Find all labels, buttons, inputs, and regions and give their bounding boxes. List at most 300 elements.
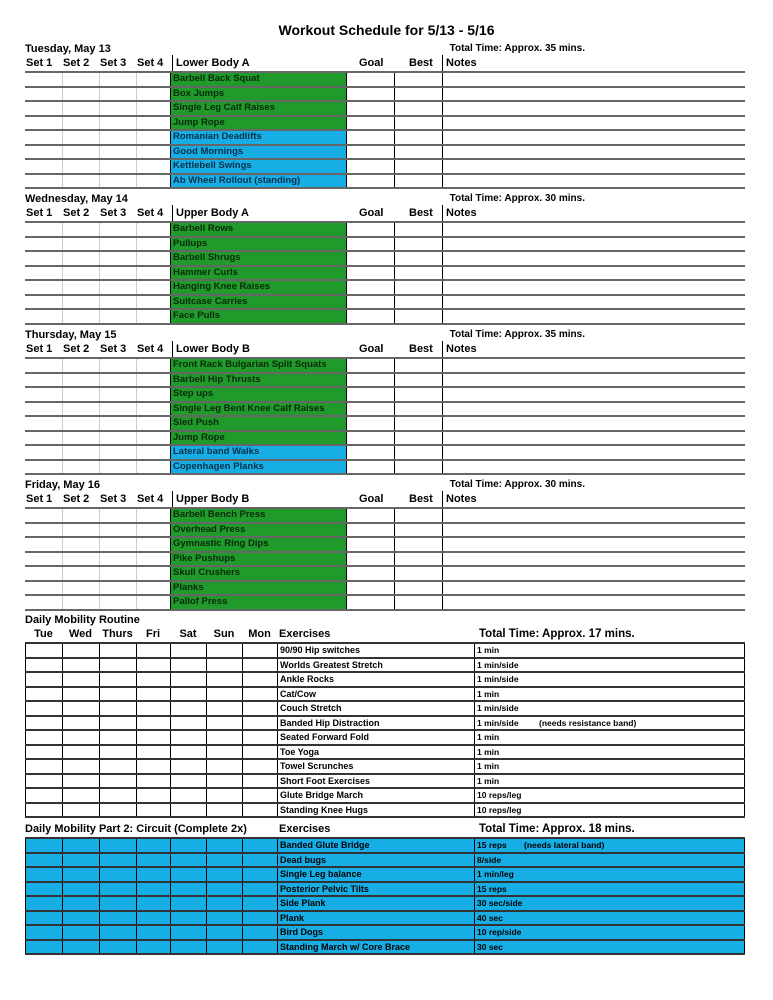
- day-checkbox-cell[interactable]: [242, 688, 277, 701]
- day-checkbox-cell[interactable]: [206, 941, 242, 954]
- day-checkbox-cell[interactable]: [170, 644, 206, 657]
- best-cell[interactable]: [394, 567, 442, 580]
- best-cell[interactable]: [394, 88, 442, 101]
- day-checkbox-cell[interactable]: [242, 883, 277, 896]
- goal-cell[interactable]: [347, 524, 394, 537]
- day-checkbox-cell[interactable]: [136, 746, 170, 759]
- set-cell[interactable]: [136, 417, 173, 430]
- goal-cell[interactable]: [347, 175, 394, 188]
- day-checkbox-cell[interactable]: [62, 941, 99, 954]
- notes-cell[interactable]: [443, 296, 745, 309]
- set-cell[interactable]: [136, 524, 173, 537]
- set-cell[interactable]: [62, 596, 99, 609]
- day-checkbox-cell[interactable]: [62, 659, 99, 672]
- set-cell[interactable]: [99, 281, 136, 294]
- day-checkbox-cell[interactable]: [170, 688, 206, 701]
- set-cell[interactable]: [62, 281, 99, 294]
- day-checkbox-cell[interactable]: [206, 926, 242, 939]
- day-checkbox-cell[interactable]: [99, 659, 136, 672]
- day-checkbox-cell[interactable]: [206, 804, 242, 817]
- set-cell[interactable]: [25, 223, 62, 236]
- set-cell[interactable]: [62, 374, 99, 387]
- day-checkbox-cell[interactable]: [25, 897, 62, 910]
- day-checkbox-cell[interactable]: [170, 789, 206, 802]
- set-cell[interactable]: [99, 160, 136, 173]
- notes-cell[interactable]: [443, 461, 745, 474]
- notes-cell[interactable]: [443, 374, 745, 387]
- day-checkbox-cell[interactable]: [62, 688, 99, 701]
- day-checkbox-cell[interactable]: [242, 760, 277, 773]
- set-cell[interactable]: [136, 553, 173, 566]
- set-cell[interactable]: [136, 359, 173, 372]
- best-cell[interactable]: [394, 252, 442, 265]
- best-cell[interactable]: [394, 359, 442, 372]
- goal-cell[interactable]: [347, 267, 394, 280]
- set-cell[interactable]: [62, 238, 99, 251]
- goal-cell[interactable]: [347, 296, 394, 309]
- set-cell[interactable]: [99, 432, 136, 445]
- set-cell[interactable]: [62, 146, 99, 159]
- day-checkbox-cell[interactable]: [62, 912, 99, 925]
- day-checkbox-cell[interactable]: [206, 731, 242, 744]
- day-checkbox-cell[interactable]: [206, 883, 242, 896]
- day-checkbox-cell[interactable]: [25, 688, 62, 701]
- day-checkbox-cell[interactable]: [136, 659, 170, 672]
- day-checkbox-cell[interactable]: [206, 839, 242, 852]
- set-cell[interactable]: [136, 88, 173, 101]
- set-cell[interactable]: [99, 596, 136, 609]
- set-cell[interactable]: [62, 102, 99, 115]
- set-cell[interactable]: [25, 296, 62, 309]
- set-cell[interactable]: [99, 403, 136, 416]
- set-cell[interactable]: [25, 252, 62, 265]
- day-checkbox-cell[interactable]: [25, 789, 62, 802]
- best-cell[interactable]: [394, 388, 442, 401]
- day-checkbox-cell[interactable]: [136, 926, 170, 939]
- day-checkbox-cell[interactable]: [62, 775, 99, 788]
- day-checkbox-cell[interactable]: [99, 804, 136, 817]
- set-cell[interactable]: [25, 417, 62, 430]
- day-checkbox-cell[interactable]: [242, 731, 277, 744]
- notes-cell[interactable]: [443, 146, 745, 159]
- day-checkbox-cell[interactable]: [206, 644, 242, 657]
- set-cell[interactable]: [62, 446, 99, 459]
- day-checkbox-cell[interactable]: [136, 839, 170, 852]
- day-checkbox-cell[interactable]: [136, 644, 170, 657]
- best-cell[interactable]: [394, 117, 442, 130]
- notes-cell[interactable]: [443, 446, 745, 459]
- set-cell[interactable]: [25, 175, 62, 188]
- day-checkbox-cell[interactable]: [242, 804, 277, 817]
- set-cell[interactable]: [99, 252, 136, 265]
- notes-cell[interactable]: [443, 281, 745, 294]
- day-checkbox-cell[interactable]: [170, 717, 206, 730]
- notes-cell[interactable]: [443, 553, 745, 566]
- goal-cell[interactable]: [347, 117, 394, 130]
- day-checkbox-cell[interactable]: [242, 897, 277, 910]
- best-cell[interactable]: [394, 73, 442, 86]
- day-checkbox-cell[interactable]: [62, 673, 99, 686]
- set-cell[interactable]: [25, 553, 62, 566]
- set-cell[interactable]: [136, 446, 173, 459]
- day-checkbox-cell[interactable]: [25, 644, 62, 657]
- day-checkbox-cell[interactable]: [25, 839, 62, 852]
- set-cell[interactable]: [136, 175, 173, 188]
- set-cell[interactable]: [25, 359, 62, 372]
- set-cell[interactable]: [62, 403, 99, 416]
- set-cell[interactable]: [25, 446, 62, 459]
- day-checkbox-cell[interactable]: [25, 760, 62, 773]
- set-cell[interactable]: [25, 117, 62, 130]
- notes-cell[interactable]: [443, 388, 745, 401]
- set-cell[interactable]: [62, 131, 99, 144]
- day-checkbox-cell[interactable]: [136, 702, 170, 715]
- set-cell[interactable]: [62, 310, 99, 323]
- day-checkbox-cell[interactable]: [99, 912, 136, 925]
- best-cell[interactable]: [394, 281, 442, 294]
- set-cell[interactable]: [136, 432, 173, 445]
- day-checkbox-cell[interactable]: [136, 717, 170, 730]
- set-cell[interactable]: [62, 582, 99, 595]
- best-cell[interactable]: [394, 296, 442, 309]
- goal-cell[interactable]: [347, 73, 394, 86]
- day-checkbox-cell[interactable]: [99, 760, 136, 773]
- day-checkbox-cell[interactable]: [170, 941, 206, 954]
- notes-cell[interactable]: [443, 417, 745, 430]
- notes-cell[interactable]: [443, 117, 745, 130]
- set-cell[interactable]: [62, 538, 99, 551]
- notes-cell[interactable]: [443, 567, 745, 580]
- set-cell[interactable]: [99, 267, 136, 280]
- set-cell[interactable]: [136, 310, 173, 323]
- set-cell[interactable]: [136, 131, 173, 144]
- goal-cell[interactable]: [347, 417, 394, 430]
- day-checkbox-cell[interactable]: [99, 746, 136, 759]
- set-cell[interactable]: [25, 267, 62, 280]
- day-checkbox-cell[interactable]: [136, 775, 170, 788]
- best-cell[interactable]: [394, 160, 442, 173]
- day-checkbox-cell[interactable]: [136, 804, 170, 817]
- set-cell[interactable]: [136, 73, 173, 86]
- set-cell[interactable]: [25, 388, 62, 401]
- set-cell[interactable]: [99, 374, 136, 387]
- best-cell[interactable]: [394, 223, 442, 236]
- goal-cell[interactable]: [347, 596, 394, 609]
- goal-cell[interactable]: [347, 102, 394, 115]
- day-checkbox-cell[interactable]: [62, 731, 99, 744]
- day-checkbox-cell[interactable]: [206, 688, 242, 701]
- set-cell[interactable]: [62, 461, 99, 474]
- set-cell[interactable]: [62, 267, 99, 280]
- day-checkbox-cell[interactable]: [136, 912, 170, 925]
- set-cell[interactable]: [62, 175, 99, 188]
- day-checkbox-cell[interactable]: [170, 839, 206, 852]
- day-checkbox-cell[interactable]: [170, 854, 206, 867]
- goal-cell[interactable]: [347, 553, 394, 566]
- set-cell[interactable]: [99, 88, 136, 101]
- day-checkbox-cell[interactable]: [62, 839, 99, 852]
- day-checkbox-cell[interactable]: [25, 941, 62, 954]
- day-checkbox-cell[interactable]: [62, 702, 99, 715]
- day-checkbox-cell[interactable]: [25, 673, 62, 686]
- goal-cell[interactable]: [347, 160, 394, 173]
- day-checkbox-cell[interactable]: [99, 789, 136, 802]
- notes-cell[interactable]: [443, 73, 745, 86]
- goal-cell[interactable]: [347, 281, 394, 294]
- set-cell[interactable]: [62, 252, 99, 265]
- day-checkbox-cell[interactable]: [170, 702, 206, 715]
- notes-cell[interactable]: [443, 596, 745, 609]
- set-cell[interactable]: [25, 160, 62, 173]
- set-cell[interactable]: [62, 567, 99, 580]
- set-cell[interactable]: [99, 146, 136, 159]
- day-checkbox-cell[interactable]: [25, 854, 62, 867]
- day-checkbox-cell[interactable]: [242, 941, 277, 954]
- notes-cell[interactable]: [443, 223, 745, 236]
- day-checkbox-cell[interactable]: [170, 775, 206, 788]
- best-cell[interactable]: [394, 417, 442, 430]
- goal-cell[interactable]: [347, 359, 394, 372]
- set-cell[interactable]: [99, 131, 136, 144]
- set-cell[interactable]: [62, 553, 99, 566]
- set-cell[interactable]: [62, 359, 99, 372]
- day-checkbox-cell[interactable]: [99, 883, 136, 896]
- goal-cell[interactable]: [347, 310, 394, 323]
- day-checkbox-cell[interactable]: [206, 760, 242, 773]
- notes-cell[interactable]: [443, 160, 745, 173]
- best-cell[interactable]: [394, 374, 442, 387]
- set-cell[interactable]: [136, 509, 173, 522]
- goal-cell[interactable]: [347, 223, 394, 236]
- set-cell[interactable]: [62, 432, 99, 445]
- set-cell[interactable]: [136, 388, 173, 401]
- notes-cell[interactable]: [443, 582, 745, 595]
- day-checkbox-cell[interactable]: [25, 659, 62, 672]
- day-checkbox-cell[interactable]: [99, 839, 136, 852]
- day-checkbox-cell[interactable]: [62, 854, 99, 867]
- set-cell[interactable]: [25, 374, 62, 387]
- day-checkbox-cell[interactable]: [25, 912, 62, 925]
- notes-cell[interactable]: [443, 524, 745, 537]
- set-cell[interactable]: [99, 296, 136, 309]
- set-cell[interactable]: [62, 223, 99, 236]
- day-checkbox-cell[interactable]: [242, 854, 277, 867]
- day-checkbox-cell[interactable]: [99, 941, 136, 954]
- set-cell[interactable]: [136, 403, 173, 416]
- notes-cell[interactable]: [443, 403, 745, 416]
- goal-cell[interactable]: [347, 146, 394, 159]
- best-cell[interactable]: [394, 461, 442, 474]
- best-cell[interactable]: [394, 509, 442, 522]
- goal-cell[interactable]: [347, 461, 394, 474]
- set-cell[interactable]: [62, 88, 99, 101]
- set-cell[interactable]: [99, 359, 136, 372]
- notes-cell[interactable]: [443, 432, 745, 445]
- day-checkbox-cell[interactable]: [62, 760, 99, 773]
- notes-cell[interactable]: [443, 310, 745, 323]
- day-checkbox-cell[interactable]: [25, 731, 62, 744]
- set-cell[interactable]: [136, 296, 173, 309]
- day-checkbox-cell[interactable]: [25, 702, 62, 715]
- goal-cell[interactable]: [347, 88, 394, 101]
- set-cell[interactable]: [62, 160, 99, 173]
- day-checkbox-cell[interactable]: [99, 854, 136, 867]
- set-cell[interactable]: [99, 223, 136, 236]
- day-checkbox-cell[interactable]: [25, 746, 62, 759]
- set-cell[interactable]: [136, 582, 173, 595]
- set-cell[interactable]: [25, 238, 62, 251]
- notes-cell[interactable]: [443, 267, 745, 280]
- notes-cell[interactable]: [443, 252, 745, 265]
- day-checkbox-cell[interactable]: [170, 804, 206, 817]
- set-cell[interactable]: [136, 117, 173, 130]
- day-checkbox-cell[interactable]: [99, 717, 136, 730]
- goal-cell[interactable]: [347, 538, 394, 551]
- set-cell[interactable]: [136, 267, 173, 280]
- day-checkbox-cell[interactable]: [136, 673, 170, 686]
- set-cell[interactable]: [99, 388, 136, 401]
- notes-cell[interactable]: [443, 131, 745, 144]
- goal-cell[interactable]: [347, 432, 394, 445]
- notes-cell[interactable]: [443, 538, 745, 551]
- set-cell[interactable]: [99, 310, 136, 323]
- day-checkbox-cell[interactable]: [62, 883, 99, 896]
- day-checkbox-cell[interactable]: [62, 746, 99, 759]
- day-checkbox-cell[interactable]: [206, 775, 242, 788]
- day-checkbox-cell[interactable]: [170, 883, 206, 896]
- set-cell[interactable]: [62, 509, 99, 522]
- set-cell[interactable]: [99, 73, 136, 86]
- day-checkbox-cell[interactable]: [242, 746, 277, 759]
- day-checkbox-cell[interactable]: [242, 644, 277, 657]
- best-cell[interactable]: [394, 553, 442, 566]
- best-cell[interactable]: [394, 310, 442, 323]
- notes-cell[interactable]: [443, 509, 745, 522]
- day-checkbox-cell[interactable]: [136, 731, 170, 744]
- day-checkbox-cell[interactable]: [99, 673, 136, 686]
- day-checkbox-cell[interactable]: [206, 897, 242, 910]
- day-checkbox-cell[interactable]: [62, 717, 99, 730]
- set-cell[interactable]: [25, 582, 62, 595]
- set-cell[interactable]: [62, 73, 99, 86]
- best-cell[interactable]: [394, 102, 442, 115]
- day-checkbox-cell[interactable]: [242, 926, 277, 939]
- set-cell[interactable]: [25, 102, 62, 115]
- set-cell[interactable]: [25, 432, 62, 445]
- set-cell[interactable]: [99, 417, 136, 430]
- best-cell[interactable]: [394, 582, 442, 595]
- day-checkbox-cell[interactable]: [206, 912, 242, 925]
- goal-cell[interactable]: [347, 567, 394, 580]
- day-checkbox-cell[interactable]: [242, 775, 277, 788]
- day-checkbox-cell[interactable]: [206, 746, 242, 759]
- set-cell[interactable]: [25, 281, 62, 294]
- day-checkbox-cell[interactable]: [170, 760, 206, 773]
- set-cell[interactable]: [99, 117, 136, 130]
- best-cell[interactable]: [394, 524, 442, 537]
- set-cell[interactable]: [25, 73, 62, 86]
- day-checkbox-cell[interactable]: [206, 789, 242, 802]
- day-checkbox-cell[interactable]: [206, 717, 242, 730]
- day-checkbox-cell[interactable]: [170, 897, 206, 910]
- day-checkbox-cell[interactable]: [62, 926, 99, 939]
- day-checkbox-cell[interactable]: [206, 673, 242, 686]
- day-checkbox-cell[interactable]: [170, 868, 206, 881]
- notes-cell[interactable]: [443, 102, 745, 115]
- set-cell[interactable]: [99, 509, 136, 522]
- notes-cell[interactable]: [443, 175, 745, 188]
- day-checkbox-cell[interactable]: [242, 912, 277, 925]
- set-cell[interactable]: [136, 146, 173, 159]
- set-cell[interactable]: [99, 553, 136, 566]
- set-cell[interactable]: [62, 296, 99, 309]
- best-cell[interactable]: [394, 446, 442, 459]
- day-checkbox-cell[interactable]: [242, 702, 277, 715]
- set-cell[interactable]: [136, 374, 173, 387]
- day-checkbox-cell[interactable]: [99, 644, 136, 657]
- day-checkbox-cell[interactable]: [136, 868, 170, 881]
- day-checkbox-cell[interactable]: [170, 746, 206, 759]
- day-checkbox-cell[interactable]: [99, 926, 136, 939]
- set-cell[interactable]: [25, 538, 62, 551]
- best-cell[interactable]: [394, 432, 442, 445]
- set-cell[interactable]: [25, 88, 62, 101]
- set-cell[interactable]: [99, 461, 136, 474]
- day-checkbox-cell[interactable]: [242, 659, 277, 672]
- set-cell[interactable]: [62, 524, 99, 537]
- best-cell[interactable]: [394, 403, 442, 416]
- goal-cell[interactable]: [347, 388, 394, 401]
- set-cell[interactable]: [136, 567, 173, 580]
- set-cell[interactable]: [99, 567, 136, 580]
- day-checkbox-cell[interactable]: [170, 912, 206, 925]
- best-cell[interactable]: [394, 131, 442, 144]
- best-cell[interactable]: [394, 538, 442, 551]
- day-checkbox-cell[interactable]: [99, 775, 136, 788]
- set-cell[interactable]: [25, 461, 62, 474]
- day-checkbox-cell[interactable]: [99, 868, 136, 881]
- set-cell[interactable]: [136, 160, 173, 173]
- best-cell[interactable]: [394, 175, 442, 188]
- goal-cell[interactable]: [347, 509, 394, 522]
- set-cell[interactable]: [25, 567, 62, 580]
- best-cell[interactable]: [394, 146, 442, 159]
- set-cell[interactable]: [99, 538, 136, 551]
- day-checkbox-cell[interactable]: [206, 659, 242, 672]
- goal-cell[interactable]: [347, 238, 394, 251]
- day-checkbox-cell[interactable]: [170, 659, 206, 672]
- day-checkbox-cell[interactable]: [99, 731, 136, 744]
- set-cell[interactable]: [136, 281, 173, 294]
- set-cell[interactable]: [99, 102, 136, 115]
- day-checkbox-cell[interactable]: [242, 868, 277, 881]
- notes-cell[interactable]: [443, 238, 745, 251]
- day-checkbox-cell[interactable]: [206, 868, 242, 881]
- notes-cell[interactable]: [443, 88, 745, 101]
- day-checkbox-cell[interactable]: [25, 804, 62, 817]
- day-checkbox-cell[interactable]: [206, 702, 242, 715]
- day-checkbox-cell[interactable]: [62, 644, 99, 657]
- set-cell[interactable]: [62, 417, 99, 430]
- best-cell[interactable]: [394, 238, 442, 251]
- set-cell[interactable]: [99, 175, 136, 188]
- set-cell[interactable]: [99, 524, 136, 537]
- goal-cell[interactable]: [347, 446, 394, 459]
- day-checkbox-cell[interactable]: [62, 789, 99, 802]
- set-cell[interactable]: [136, 461, 173, 474]
- set-cell[interactable]: [25, 596, 62, 609]
- day-checkbox-cell[interactable]: [99, 897, 136, 910]
